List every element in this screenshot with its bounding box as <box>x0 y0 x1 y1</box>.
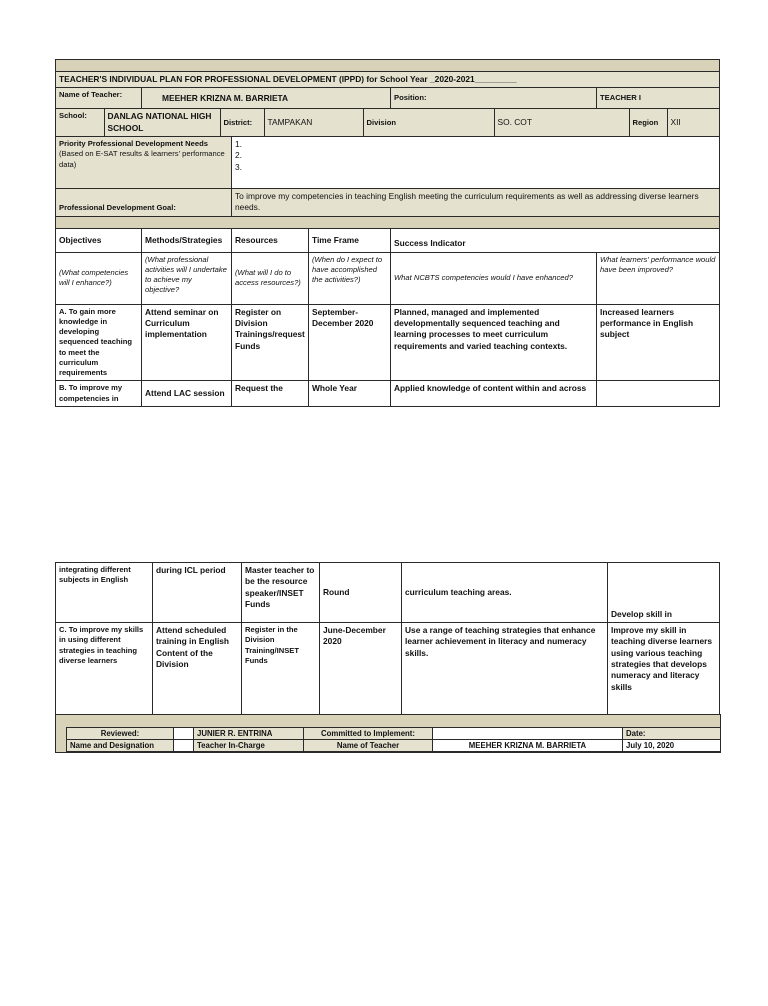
reviewer-designation: Teacher In-Charge <box>194 740 304 752</box>
guide-objectives: (What competencies will I enhance?) <box>56 252 142 304</box>
row-c-learners: Improve my skill in teaching diverse learners using various teaching strategies that develops numeracy and literacy skills <box>608 623 720 715</box>
region-value: XII <box>670 117 681 128</box>
top-band <box>56 60 720 72</box>
name-of-teacher-label: Name of Teacher <box>304 740 433 752</box>
date-value: July 10, 2020 <box>623 740 721 752</box>
mid-band <box>56 216 720 228</box>
school-value: DANLAG NATIONAL HIGH SCHOOL <box>104 109 220 136</box>
row-c-method: Attend scheduled training in English Content of the Division <box>153 623 242 715</box>
row-c-objective: C. To improve my skills in using different strategies in teaching diverse learners <box>56 623 153 715</box>
table-row <box>56 381 720 407</box>
district-label: District: <box>220 109 264 136</box>
row-c-resource: Register in the Division Training/INSET Funds <box>242 623 320 715</box>
region-label: Region <box>629 109 667 136</box>
row-a-objective: A. To gain more knowledge in developing sequenced teaching to meet the curriculum requirements <box>56 304 142 381</box>
row-b2-method: during ICL period <box>153 563 242 623</box>
row-c-ncbts: Use a range of teaching strategies that enhance learner achievement in literacy and numeracy skills. <box>402 623 608 715</box>
blank-cell <box>174 728 194 740</box>
row-b-ncbts: Applied knowledge of content within and across <box>391 381 597 407</box>
teacher-sign-cell <box>433 728 623 740</box>
teacher-name-footer: MEEHER KRIZNA M. BARRIETA <box>433 740 623 752</box>
col-success: Success Indicator <box>391 228 720 252</box>
guide-ncbts: What NCBTS competencies would I have enhanced? <box>391 252 597 304</box>
col-resources: Resources <box>232 228 309 252</box>
reviewer-name: JUNIER R. ENTRINA <box>194 728 304 740</box>
needs-label: Priority Professional Development Needs <box>59 139 208 149</box>
row-a-learners: Increased learners performance in English subject <box>597 304 720 381</box>
row-b-learners <box>597 381 720 407</box>
row-a-timeframe: September-December 2020 <box>309 304 391 381</box>
ippd-table-page2 <box>55 562 720 715</box>
row-b-timeframe: Whole Year <box>309 381 391 407</box>
committed-label: Committed to Implement: <box>304 728 433 740</box>
division-value: SO. COT <box>494 109 629 136</box>
row-a-ncbts: Planned, managed and implemented developmentally sequenced teaching and learning processes to meet curriculum requirements and varied teaching contexts. <box>391 304 597 381</box>
needs-list-cell <box>232 137 720 189</box>
row-b-objective: B. To improve my competencies in <box>56 381 142 407</box>
division-label: Division <box>363 109 494 136</box>
needs-item-3: 3. <box>235 161 242 172</box>
blank-cell-2 <box>174 740 194 752</box>
needs-item-2: 2. <box>235 150 242 161</box>
col-objectives: Objectives <box>56 228 142 252</box>
row-b2-objective: integrating different subjects in English <box>56 563 153 623</box>
position-value: TEACHER I <box>597 88 720 109</box>
guide-timeframe: (When do I expect to have accomplished the activities?) <box>309 252 391 304</box>
table-row <box>56 623 720 715</box>
row-a-resource: Register on Division Trainings/request Funds <box>232 304 309 381</box>
teacher-name-value: MEEHER KRIZNA M. BARRIETA <box>142 88 391 109</box>
row-b-resource: Request the <box>232 381 309 407</box>
row-c-timeframe: June-December 2020 <box>320 623 402 715</box>
goal-label: Professional Development Goal: <box>56 189 232 217</box>
date-label: Date: <box>623 728 721 740</box>
guide-learners: What learners' performance would have been improved? <box>597 252 720 304</box>
table-row <box>56 563 720 623</box>
guide-resources: (What will I do to access resources?) <box>232 252 309 304</box>
row-b2-learners: Develop skill in <box>608 563 720 623</box>
needs-label-cell <box>56 137 232 189</box>
school-label: School: <box>56 109 104 136</box>
needs-item-1: 1. <box>235 139 242 150</box>
row-a-method: Attend seminar on Curriculum implementation <box>142 304 232 381</box>
reviewed-label: Reviewed: <box>67 728 174 740</box>
needs-sub: (Based on E-SAT results & learners' performance data) <box>59 149 225 169</box>
name-designation-label: Name and Designation <box>67 740 174 752</box>
ippd-table-page1 <box>55 59 720 407</box>
col-methods: Methods/Strategies <box>142 228 232 252</box>
district-value: TAMPAKAN <box>264 109 363 136</box>
row-b2-ncbts: curriculum teaching areas. <box>402 563 608 623</box>
row-b2-resource: Master teacher to be the resource speaker/INSET Funds <box>242 563 320 623</box>
teacher-name-label: Name of Teacher: <box>56 88 142 109</box>
goal-value: To improve my competencies in teaching English meeting the curriculum requirements as well as addressing diverse learners needs. <box>232 189 720 217</box>
form-title: TEACHER'S INDIVIDUAL PLAN FOR PROFESSIONAL DEVELOPMENT (IPPD) for School Year _2020-2021_________ <box>56 72 720 88</box>
guide-methods: (What professional activities will I undertake to achieve my objective? <box>142 252 232 304</box>
row-b2-timeframe: Round <box>320 563 402 623</box>
col-timeframe: Time Frame <box>309 228 391 252</box>
row-b-method: Attend LAC session <box>142 381 232 407</box>
position-label: Position: <box>391 88 597 109</box>
table-row <box>56 304 720 381</box>
signature-table <box>66 727 721 752</box>
